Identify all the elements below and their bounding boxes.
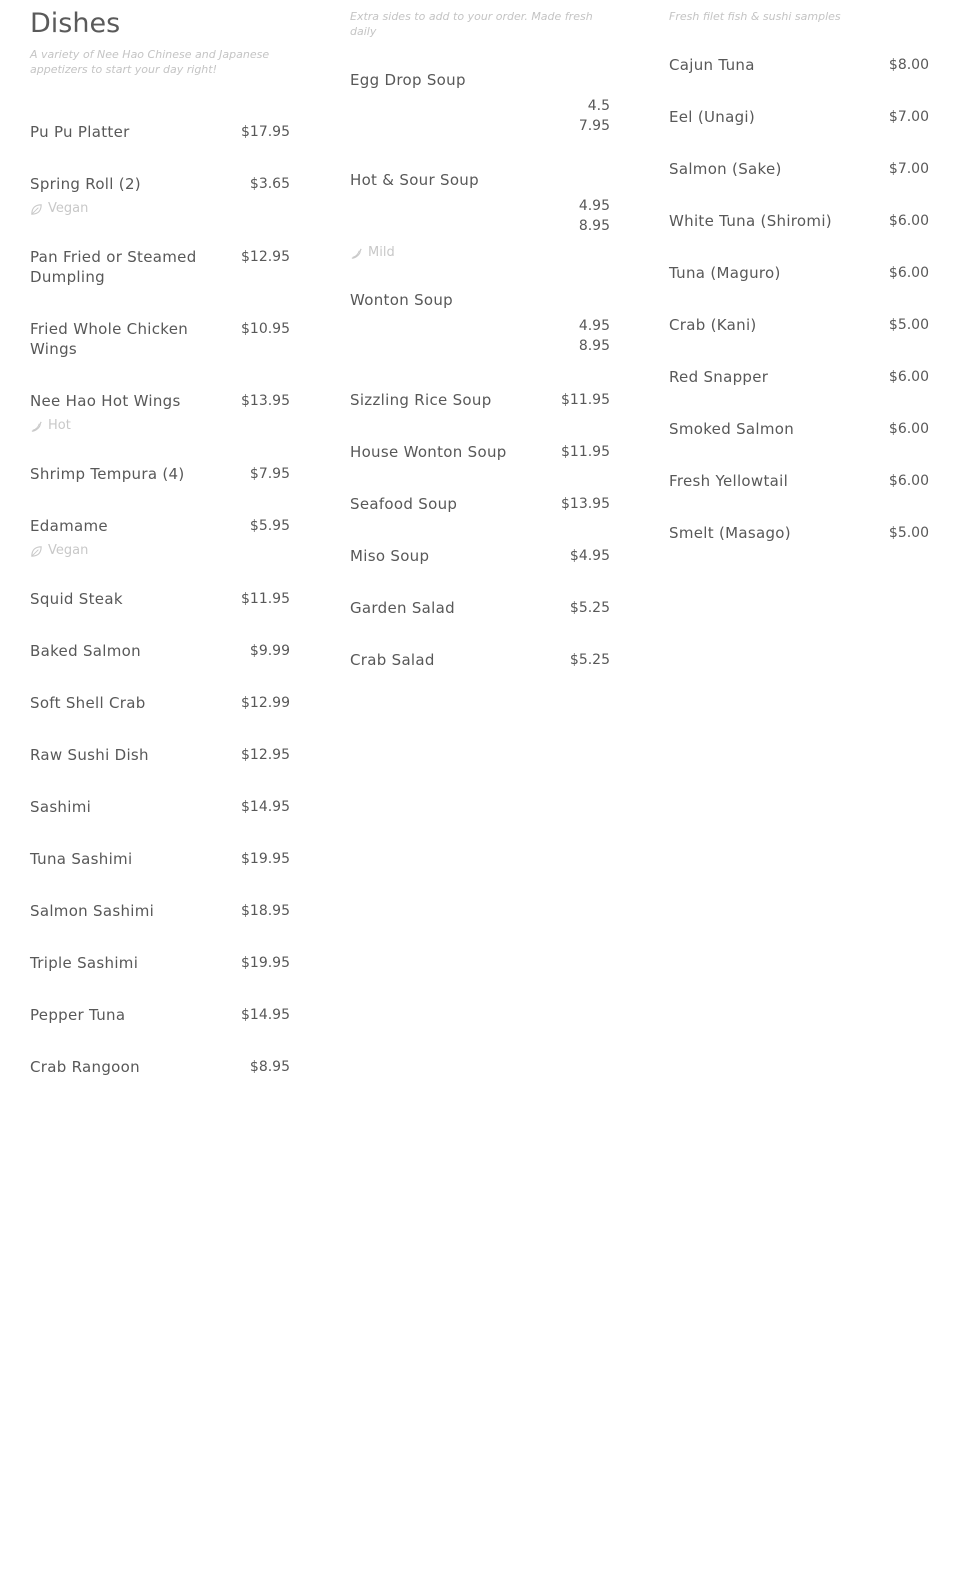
item-name: Fried Whole Chicken Wings <box>30 320 189 358</box>
menu-item[interactable] <box>30 901 290 921</box>
item-price: $18.95 <box>241 903 290 919</box>
menu-item[interactable] <box>30 745 290 765</box>
item-price: $17.95 <box>241 124 290 140</box>
menu-item[interactable] <box>669 419 929 439</box>
menu-item[interactable] <box>669 107 929 127</box>
hot-tag <box>30 417 290 435</box>
item-name: Crab Rangoon <box>30 1058 140 1076</box>
item-price: $5.00 <box>888 525 929 541</box>
menu-item[interactable] <box>350 546 610 566</box>
menu-item[interactable] <box>30 174 290 218</box>
vegan-tag <box>30 200 290 218</box>
menu-item[interactable] <box>30 849 290 869</box>
item-price: $7.00 <box>888 161 929 177</box>
menu-item[interactable] <box>350 442 610 462</box>
item-name: Smelt (Masago) <box>669 524 791 542</box>
item-name: Eel (Unagi) <box>669 108 756 126</box>
leaf-icon <box>30 203 43 216</box>
item-price: $11.95 <box>561 444 610 460</box>
item-price: $9.99 <box>249 643 290 659</box>
menu-item[interactable] <box>30 589 290 609</box>
menu-item[interactable] <box>350 650 610 670</box>
tag-label: Vegan <box>48 543 89 558</box>
item-name: Sizzling Rice Soup <box>350 391 492 409</box>
item-price: $6.00 <box>888 213 929 229</box>
item-price: $5.95 <box>249 518 290 534</box>
item-name: Salmon (Sake) <box>669 160 782 178</box>
item-name: House Wonton Soup <box>350 443 507 461</box>
item-price: $8.00 <box>888 57 929 73</box>
item-price: $11.95 <box>561 392 610 408</box>
item-price: $19.95 <box>241 851 290 867</box>
item-name: Crab (Kani) <box>669 316 757 334</box>
menu-item[interactable] <box>669 523 929 543</box>
section-description: A variety of Nee Hao Chinese and Japanese appetizers to start your day right! <box>30 48 270 76</box>
item-name: Pepper Tuna <box>30 1006 126 1024</box>
menu-item[interactable] <box>669 211 929 231</box>
item-price: $4.95 <box>569 548 610 564</box>
menu-item[interactable] <box>30 1057 290 1077</box>
tag-label: Hot <box>48 418 71 433</box>
menu-item[interactable] <box>350 598 610 618</box>
item-name: Tuna Sashimi <box>30 850 133 868</box>
menu-item[interactable] <box>350 70 610 136</box>
item-price: $5.00 <box>888 317 929 333</box>
item-name: Triple Sashimi <box>30 954 139 972</box>
item-size-prices <box>350 316 610 356</box>
item-price-small: 4.95 <box>578 318 610 334</box>
item-price: $19.95 <box>241 955 290 971</box>
menu-item[interactable] <box>669 367 929 387</box>
menu-item[interactable] <box>30 953 290 973</box>
item-name: Miso Soup <box>350 547 430 565</box>
item-name: Egg Drop Soup <box>350 71 466 89</box>
item-price: $12.99 <box>241 695 290 711</box>
menu-item[interactable] <box>30 516 290 560</box>
item-price: $5.25 <box>569 652 610 668</box>
section-title: Dishes <box>30 8 121 39</box>
item-name: Squid Steak <box>30 590 123 608</box>
item-name: Baked Salmon <box>30 642 141 660</box>
item-name: Red Snapper <box>669 368 769 386</box>
menu-item[interactable] <box>669 159 929 179</box>
item-price: $7.95 <box>249 466 290 482</box>
menu-item[interactable] <box>30 1005 290 1025</box>
menu-item[interactable] <box>669 315 929 335</box>
menu-item[interactable] <box>350 290 610 356</box>
menu-item[interactable] <box>669 263 929 283</box>
menu-item[interactable] <box>350 390 610 410</box>
menu-item[interactable] <box>30 391 290 435</box>
item-price: $14.95 <box>241 799 290 815</box>
menu-item[interactable] <box>350 494 610 514</box>
item-name: Spring Roll (2) <box>30 175 141 193</box>
item-price: $5.25 <box>569 600 610 616</box>
item-price: $14.95 <box>241 1007 290 1023</box>
menu-item[interactable] <box>30 464 290 484</box>
item-price: $6.00 <box>888 369 929 385</box>
item-name: Shrimp Tempura (4) <box>30 465 185 483</box>
item-price-small: 4.5 <box>587 98 610 114</box>
item-price: $6.00 <box>888 265 929 281</box>
mild-tag <box>350 244 610 262</box>
menu-item[interactable] <box>30 247 290 287</box>
item-price: $12.95 <box>241 249 290 265</box>
item-name: Crab Salad <box>350 651 435 669</box>
menu-item[interactable] <box>669 55 929 75</box>
menu-item[interactable] <box>350 170 610 262</box>
item-name: Pu Pu Platter <box>30 123 130 141</box>
item-name: White Tuna (Shiromi) <box>669 212 832 230</box>
item-price: $7.00 <box>888 109 929 125</box>
chili-pepper-icon <box>30 420 43 433</box>
item-price-large: 7.95 <box>578 118 610 134</box>
item-name: Wonton Soup <box>350 291 453 309</box>
item-name: Tuna (Maguro) <box>669 264 781 282</box>
section-description: Fresh filet fish & sushi samples <box>669 10 841 23</box>
tag-label: Mild <box>368 245 395 260</box>
menu-item[interactable] <box>30 641 290 661</box>
item-name: Cajun Tuna <box>669 56 755 74</box>
item-name: Soft Shell Crab <box>30 694 146 712</box>
item-name: Salmon Sashimi <box>30 902 155 920</box>
item-name: Edamame <box>30 517 108 535</box>
item-name: Raw Sushi Dish <box>30 746 149 764</box>
item-name: Sashimi <box>30 798 92 816</box>
item-price: $13.95 <box>241 393 290 409</box>
item-size-prices <box>350 196 610 236</box>
item-name: Seafood Soup <box>350 495 458 513</box>
item-price: $10.95 <box>241 321 290 337</box>
menu-item[interactable] <box>30 319 290 359</box>
vegan-tag <box>30 542 290 560</box>
section-description: Extra sides to add to your order. Made fresh daily <box>350 10 593 38</box>
chili-pepper-icon <box>350 247 363 260</box>
menu-item[interactable] <box>30 797 290 817</box>
item-price-large: 8.95 <box>578 338 610 354</box>
menu-item[interactable] <box>669 471 929 491</box>
item-name: Pan Fried or Steamed Dumpling <box>30 248 197 286</box>
item-price-large: 8.95 <box>578 218 610 234</box>
item-name: Fresh Yellowtail <box>669 472 789 490</box>
item-price: $3.65 <box>249 176 290 192</box>
item-name: Garden Salad <box>350 599 455 617</box>
tag-label: Vegan <box>48 201 89 216</box>
item-price: $13.95 <box>561 496 610 512</box>
item-price: $12.95 <box>241 747 290 763</box>
item-name: Smoked Salmon <box>669 420 795 438</box>
menu-item[interactable] <box>30 693 290 713</box>
item-size-prices <box>350 96 610 136</box>
item-price-small: 4.95 <box>578 198 610 214</box>
item-name: Hot & Sour Soup <box>350 171 479 189</box>
item-price: $6.00 <box>888 421 929 437</box>
item-price: $6.00 <box>888 473 929 489</box>
leaf-icon <box>30 545 43 558</box>
item-name: Nee Hao Hot Wings <box>30 392 181 410</box>
item-price: $8.95 <box>249 1059 290 1075</box>
menu-item[interactable] <box>30 122 290 142</box>
item-price: $11.95 <box>241 591 290 607</box>
